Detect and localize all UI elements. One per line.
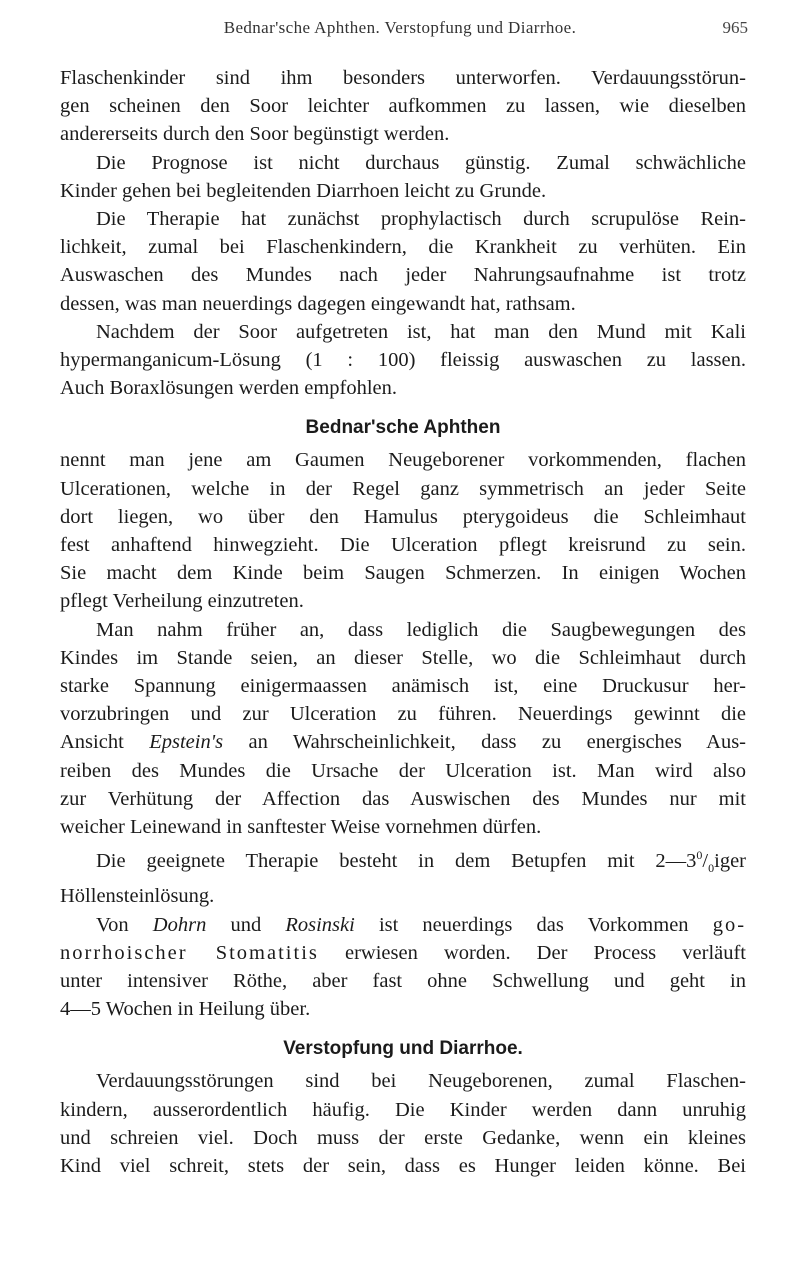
section-heading-bednar: Bednar'sche Aphthen bbox=[305, 417, 501, 439]
text-line: vorzubringen und zur Ulceration zu führen. Neuerdings gewinnt die bbox=[60, 703, 746, 726]
text-line bbox=[60, 728, 746, 756]
text-line: Flaschenkinder sind ihm besonders unterworfen. Verdauungsstörun- bbox=[60, 67, 746, 89]
text-line: und schreien viel. Doch muss der erste Gedanke, wenn ein kleines bbox=[60, 1126, 746, 1149]
text-segment: iger bbox=[714, 850, 746, 873]
text-line: Man nahm früher an, dass lediglich die Saugbewegungen des bbox=[96, 618, 746, 641]
text-line: nennt man jene am Gaumen Neugeborener vorkommenden, flachen bbox=[60, 449, 746, 472]
text-segment: an Wahrscheinlichkeit, dass zu energisches Aus- bbox=[248, 731, 746, 754]
text-line: Die geeignete Therapie besteht in dem Betupfen mit $2—3^0/_0iger$ bbox=[96, 848, 746, 876]
text-line: fest anhaftend hinwegzieht. Die Ulceration pflegt kreisrund zu sein. bbox=[60, 534, 746, 557]
spaced-term: norrhoischer Stomatitis bbox=[60, 941, 319, 964]
text-line: Die Prognose ist nicht durchaus günstig. Zumal schwächliche bbox=[96, 151, 746, 174]
text-line: reiben des Mundes die Ursache der Ulceration ist. Man wird also bbox=[60, 759, 746, 782]
text-line: Die Therapie hat zunächst prophylactisch durch scrupulöse Rein- bbox=[96, 208, 746, 231]
text-segment: Ansicht bbox=[60, 731, 124, 754]
text-line: Nachdem der Soor aufgetreten ist, hat man den Mund mit Kali bbox=[96, 320, 746, 343]
text-segment: Die geeignete Therapie besteht in dem Betupfen mit 2—3 bbox=[96, 850, 697, 873]
author-rosinski: Rosinski bbox=[285, 913, 355, 936]
text-segment: ist neuerdings das Vorkommen bbox=[378, 913, 689, 936]
text-line: Kind viel schreit, stets der sein, dass es Hunger leiden könne. Bei bbox=[60, 1155, 746, 1178]
author-epstein: Epstein's bbox=[149, 731, 224, 754]
text-line: Auswaschen des Mundes nach jeder Nahrungsaufnahme ist trotz bbox=[60, 264, 746, 287]
author-dohrn: Dohrn bbox=[152, 913, 207, 936]
text-line: pflegt Verheilung einzutreten. bbox=[60, 590, 304, 613]
text-line: Auch Boraxlösungen werden empfohlen. bbox=[60, 377, 398, 400]
section-heading-verstopfung: Verstopfung und Diarrhoe. bbox=[283, 1038, 523, 1060]
text-line: Höllensteinlösung. bbox=[60, 885, 215, 908]
text-segment: und bbox=[230, 913, 262, 936]
text-line: dort liegen, wo über den Hamulus pterygoideus die Schleimhaut bbox=[60, 505, 746, 528]
percent-sup: 0 bbox=[696, 848, 703, 863]
text-line: dessen, was man neuerdings dagegen eingewandt hat, rathsam. bbox=[60, 292, 576, 315]
text-line: Kinder gehen bei begleitenden Diarrhoen leicht zu Grunde. bbox=[60, 179, 547, 202]
text-line: unter intensiver Röthe, aber fast ohne Schwellung und geht in bbox=[60, 970, 746, 993]
text-line: zur Verhütung der Affection das Auswischen des Mundes nur mit bbox=[60, 787, 746, 810]
text-line: Kindes im Stande seien, an dieser Stelle, wo die Schleimhaut durch bbox=[60, 646, 746, 669]
text-line: lichkeit, zumal bei Flaschenkindern, die Krankheit zu verhüten. Ein bbox=[60, 236, 746, 259]
text-line: weicher Leinewand in sanftester Weise vornehmen dürfen. bbox=[60, 816, 542, 839]
body-text bbox=[60, 64, 746, 1180]
running-title: Bednar'sche Aphthen. Verstopfung und Diarrhoe. bbox=[223, 18, 577, 37]
text-line: Ulcerationen, welche in der Regel ganz symmetrisch an jeder Seite bbox=[60, 477, 746, 500]
page-number: 965 bbox=[722, 18, 748, 37]
text-line: Sie macht dem Kinde beim Saugen Schmerzen. In einigen Wochen bbox=[60, 562, 746, 585]
text-line: 4—5 Wochen in Heilung über. bbox=[60, 998, 311, 1021]
text-line: starke Spannung einigermaassen anämisch ist, eine Druckusur her- bbox=[60, 675, 746, 698]
text-line bbox=[60, 911, 746, 939]
text-line bbox=[60, 939, 746, 967]
text-line: hypermanganicum-Lösung (1 : 100) fleissig auswaschen zu lassen. bbox=[60, 349, 746, 372]
text-line: andererseits durch den Soor begünstigt werden. bbox=[60, 123, 450, 146]
percent-sub: 0 bbox=[708, 861, 715, 876]
text-segment: Von bbox=[96, 913, 129, 936]
spaced-term: go- bbox=[712, 913, 746, 936]
text-line: Verdauungsstörungen sind bei Neugeborenen, zumal Flaschen- bbox=[96, 1070, 746, 1093]
text-line: gen scheinen den Soor leichter aufkommen zu lassen, wie dieselben bbox=[60, 95, 746, 118]
text-line: kindern, ausserordentlich häufig. Die Kinder werden dann unruhig bbox=[60, 1098, 746, 1121]
text-segment: erwiesen worden. Der Process verläuft bbox=[345, 941, 746, 964]
